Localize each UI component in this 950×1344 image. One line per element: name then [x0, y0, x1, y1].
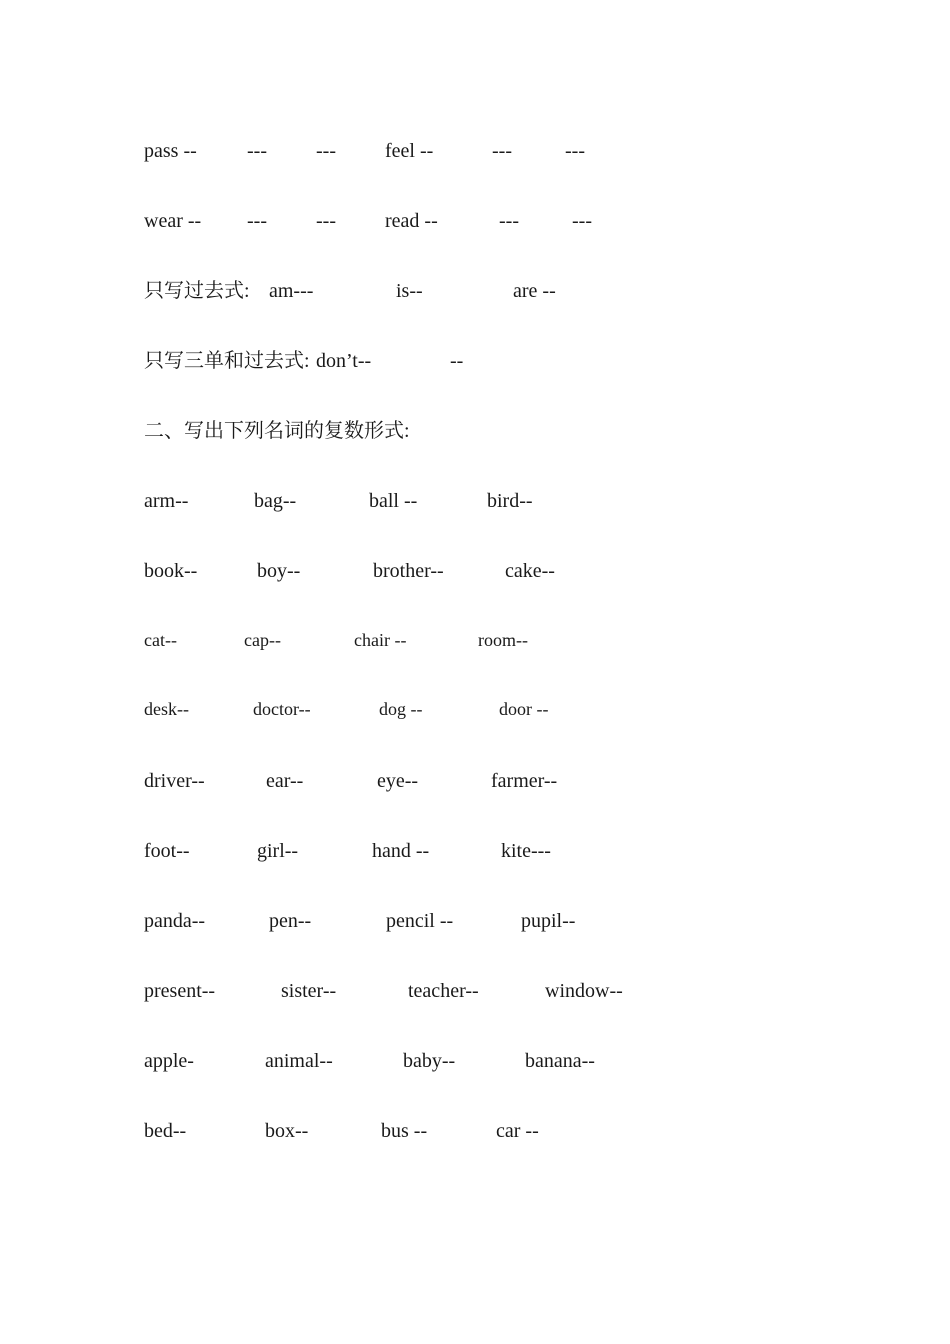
noun-row	[0, 1046, 950, 1076]
noun-row	[0, 836, 950, 866]
blank: --	[450, 350, 464, 372]
verb-word: pass --	[144, 140, 197, 162]
noun-word: bird--	[487, 490, 533, 512]
noun-word: chair --	[354, 630, 407, 650]
third-past-label: 只写三单和过去式:	[144, 350, 310, 372]
blank: ---	[316, 140, 336, 162]
past-only-row	[0, 276, 950, 306]
verb-word: am---	[269, 280, 314, 302]
noun-word: apple-	[144, 1050, 194, 1072]
noun-word: hand --	[372, 840, 430, 862]
noun-row	[0, 556, 950, 586]
noun-row	[0, 486, 950, 516]
noun-row	[0, 906, 950, 936]
noun-word: book--	[144, 560, 198, 582]
verb-word: wear --	[144, 210, 202, 232]
noun-row	[0, 766, 950, 796]
section-heading: 二、写出下列名词的复数形式:	[144, 420, 410, 442]
blank: ---	[565, 140, 585, 162]
noun-word: box--	[265, 1120, 309, 1142]
noun-word: pencil --	[386, 910, 454, 932]
noun-word: cake--	[505, 560, 555, 582]
noun-word: teacher--	[408, 980, 479, 1002]
noun-word: cap--	[244, 630, 281, 650]
noun-word: car --	[496, 1120, 539, 1142]
noun-row	[0, 625, 950, 655]
noun-word: panda--	[144, 910, 206, 932]
noun-word: door --	[499, 699, 549, 719]
noun-word: sister--	[281, 980, 337, 1002]
noun-word: cat--	[144, 630, 177, 650]
noun-word: driver--	[144, 770, 205, 792]
noun-word: boy--	[257, 560, 301, 582]
noun-word: farmer--	[491, 770, 558, 792]
noun-word: foot--	[144, 840, 190, 862]
blank: ---	[492, 140, 512, 162]
blank: ---	[316, 210, 336, 232]
noun-word: bus --	[381, 1120, 428, 1142]
noun-word: bed--	[144, 1120, 187, 1142]
noun-word: baby--	[403, 1050, 456, 1072]
verb-word: read --	[385, 210, 438, 232]
noun-word: banana--	[525, 1050, 595, 1072]
past-only-label: 只写过去式:	[144, 280, 250, 302]
noun-word: arm--	[144, 490, 189, 512]
noun-word: room--	[478, 630, 528, 650]
verb-word: don’t--	[316, 350, 372, 372]
verb-row	[0, 206, 950, 236]
noun-word: pen--	[269, 910, 312, 932]
noun-word: ear--	[266, 770, 304, 792]
noun-row	[0, 694, 950, 724]
noun-word: ball --	[369, 490, 418, 512]
noun-word: window--	[545, 980, 623, 1002]
noun-word: animal--	[265, 1050, 333, 1072]
blank: ---	[247, 140, 267, 162]
noun-word: kite---	[501, 840, 551, 862]
noun-word: pupil--	[521, 910, 576, 932]
noun-row	[0, 1116, 950, 1146]
noun-word: present--	[144, 980, 216, 1002]
noun-word: doctor--	[253, 699, 311, 719]
noun-word: dog --	[379, 699, 423, 719]
verb-row	[0, 136, 950, 166]
blank: ---	[247, 210, 267, 232]
noun-word: desk--	[144, 699, 189, 719]
third-past-row	[0, 346, 950, 376]
noun-word: girl--	[257, 840, 299, 862]
section-heading-row	[0, 416, 950, 446]
blank: ---	[499, 210, 519, 232]
verb-word: is--	[396, 280, 423, 302]
noun-word: brother--	[373, 560, 444, 582]
noun-word: eye--	[377, 770, 419, 792]
noun-word: bag--	[254, 490, 297, 512]
noun-row	[0, 976, 950, 1006]
blank: ---	[572, 210, 592, 232]
verb-word: feel --	[385, 140, 434, 162]
verb-word: are --	[513, 280, 556, 302]
